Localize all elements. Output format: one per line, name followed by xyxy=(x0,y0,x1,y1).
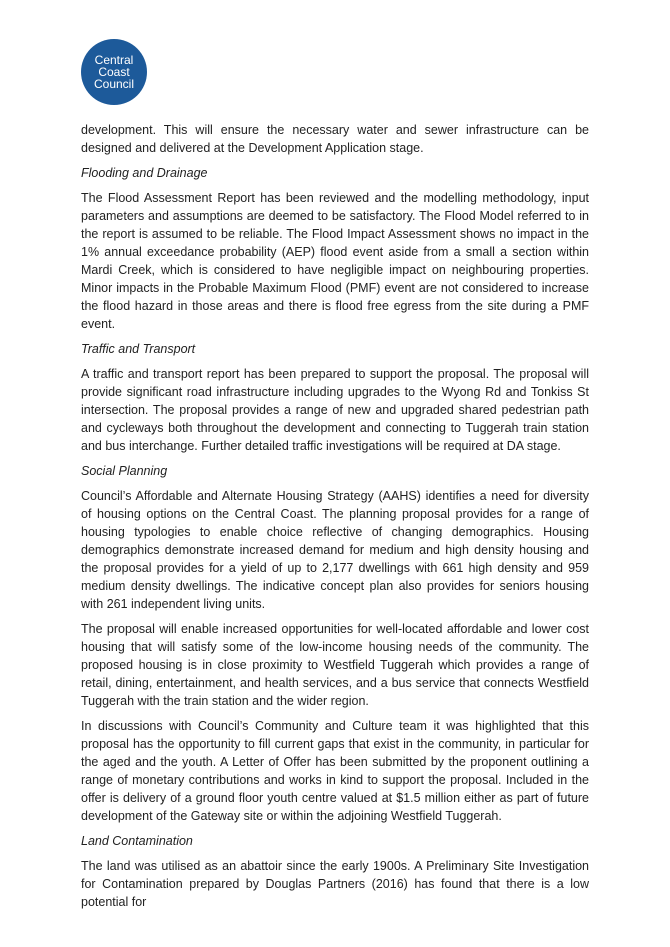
intro-paragraph: development. This will ensure the necessary water and sewer infrastructure can be designed and delivered at the Development Application stage. xyxy=(81,123,589,155)
land-heading: Land Contamination xyxy=(81,834,193,848)
social-paragraph-2: The proposal will enable increased opportunities for well-located affordable and lower cost housing that will satisfy some of the low-income housing needs of the community. The proposed housing is in close proximity to Westfield Tuggerah which provides a range of retail, dining, entertainment, and health services, and a bus service that connects Westfield Tuggerah with the train station and the wider region. xyxy=(81,622,589,708)
logo-line-1: Central xyxy=(94,53,134,67)
social-paragraph-3: In discussions with Council’s Community and Culture team it was highlighted that this proposal has the opportunity to fill current gaps that exist in the community, in particular for the aged and the youth. A Letter of Offer has been submitted by the proponent outlining a range of monetary contributions and works in kind to support the proposal. Included in the offer is delivery of a ground floor youth centre valued at $1.5 million either as part of future development of the Gateway site or within the adjoining Westfield Tuggerah. xyxy=(81,719,589,823)
flooding-heading: Flooding and Drainage xyxy=(81,166,208,180)
traffic-heading: Traffic and Transport xyxy=(81,342,196,356)
land-paragraph: The land was utilised as an abattoir since the early 1900s. A Preliminary Site Investigation for Contamination prepared by Douglas Partners (2016) has found that there is a low potential for xyxy=(81,859,589,909)
flooding-paragraph: The Flood Assessment Report has been reviewed and the modelling methodology, input parameters and assumptions are deemed to be satisfactory. The Flood Model referred to in the report is assumed to be reliable. The Flood Impact Assessment shows no impact in the 1% annual exceedance probability (AEP) flood event aside from a small a section within Mardi Creek, which is considered to have negligible impact on neighbouring properties. Minor impacts in the Probable Maximum Flood (PMF) event are not considered to increase the flood hazard in those areas and there is flood free egress from the site during a PMF event. xyxy=(81,191,589,331)
traffic-paragraph: A traffic and transport report has been prepared to support the proposal. The proposal will provide significant road infrastructure including upgrades to the Wyong Rd and Tonkiss St intersection. The proposal provides a range of new and upgraded shared pedestrian path and cycleways both throughout the development and connecting to Tuggerah train station and bus interchange. Further detailed traffic investigations will be required at DA stage. xyxy=(81,367,589,453)
council-logo xyxy=(81,39,147,105)
logo-line-3: Council xyxy=(93,77,135,91)
social-paragraph-1: Council’s Affordable and Alternate Housing Strategy (AAHS) identifies a need for diversity of housing options on the Central Coast. The planning proposal provides for a range of housing typologies to enable choice reflective of changing demographics. Housing demographics demonstrate increased demand for medium and high density housing and the proposal provides for a yield of up to 2,177 dwellings with 661 high density and 959 medium density dwellings. The indicative concept plan also provides for seniors housing with 261 independent living units. xyxy=(81,489,589,611)
logo-line-2: Coast xyxy=(98,65,130,79)
social-heading: Social Planning xyxy=(81,464,168,478)
document-body xyxy=(81,121,589,918)
